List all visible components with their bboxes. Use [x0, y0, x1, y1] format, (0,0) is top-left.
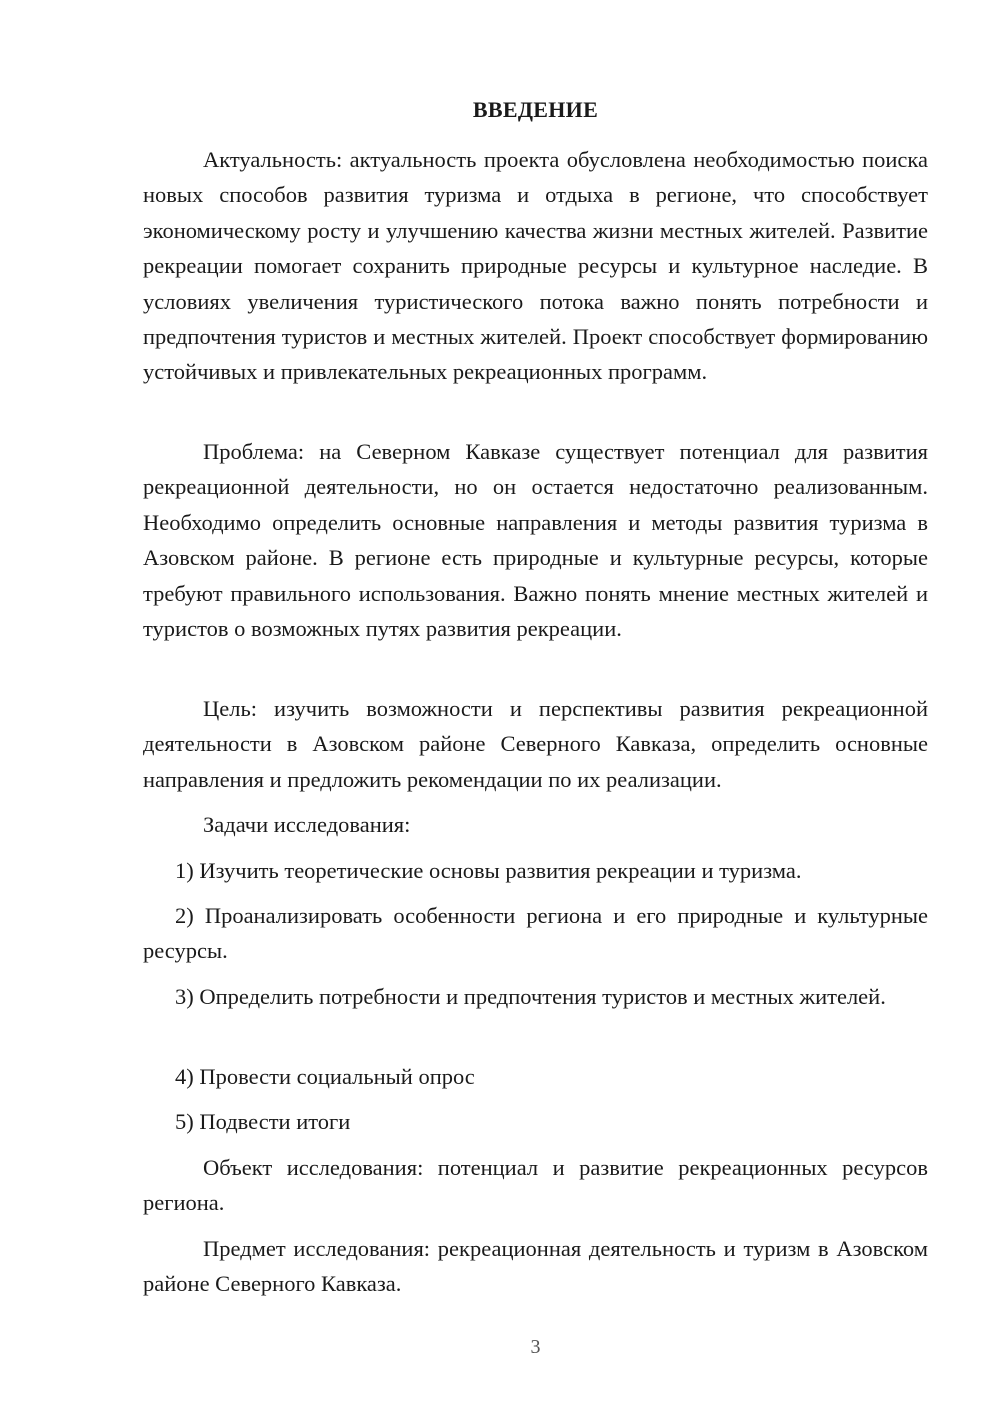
tasks-heading: Задачи исследования:	[203, 812, 411, 837]
subject-paragraph: Предмет исследования: рекреационная деятельность и туризм в Азовском районе Северного Кавказа.	[143, 1236, 928, 1297]
relevance-paragraph: Актуальность: актуальность проекта обусловлена необходимостью поиска новых способов развития туризма и отдыха в регионе, что способствует экономическому росту и улучшению качества жизни местных жителей. Развитие рекреации помогает сохранить природные ресурсы и культурное наследие. В условиях увеличения туристического потока важно понять потребности и предпочтения туристов и местных жителей. Проект способствует формированию устойчивых и привлекательных рекреационных программ.	[143, 147, 928, 385]
goal-paragraph: Цель: изучить возможности и перспективы развития рекреационной деятельности в Азовском районе Северного Кавказа, определить основные направления и предложить рекомендации по их реализации.	[143, 696, 928, 792]
task-item-2: 2) Проанализировать особенности региона и его природные и культурные ресурсы.	[143, 903, 928, 964]
task-item-1: 1) Изучить теоретические основы развития рекреации и туризма.	[175, 858, 802, 883]
task-item-4: 4) Провести социальный опрос	[175, 1064, 475, 1089]
task-item-3: 3) Определить потребности и предпочтения туристов и местных жителей.	[175, 984, 886, 1009]
page-number: 3	[530, 1336, 541, 1358]
section-heading: ВВЕДЕНИЕ	[472, 97, 599, 122]
task-item-5: 5) Подвести итоги	[175, 1109, 351, 1134]
object-paragraph: Объект исследования: потенциал и развитие рекреационных ресурсов региона.	[143, 1155, 928, 1216]
problem-paragraph: Проблема: на Северном Кавказе существует потенциал для развития рекреационной деятельности, но он остается недостаточно реализованным. Необходимо определить основные направления и методы развития туризма в Азовском районе. В регионе есть природные и культурные ресурсы, которые требуют правильного использования. Важно понять мнение местных жителей и туристов о возможных путях развития рекреации.	[143, 439, 928, 642]
